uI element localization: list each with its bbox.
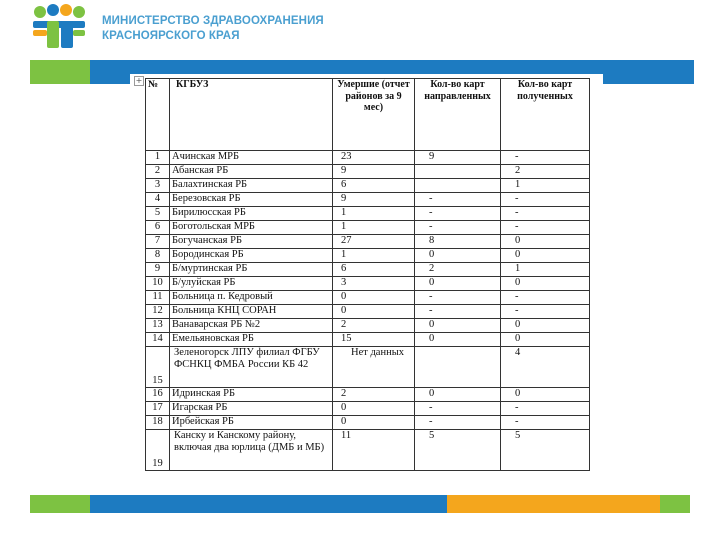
header-band-green: [30, 60, 90, 84]
sent-cell: 9: [415, 151, 501, 165]
name-cell: Ирбейская РБ: [170, 416, 333, 430]
received-cell: -: [501, 207, 590, 221]
table-row: [146, 165, 590, 179]
table-row: [146, 430, 590, 471]
header-received: Кол-во карт полученных: [501, 79, 590, 151]
sent-cell: 0: [415, 388, 501, 402]
died-cell: 15: [333, 333, 415, 347]
table-row: [146, 291, 590, 305]
ministry-title-line1: МИНИСТЕРСТВО ЗДРАВООХРАНЕНИЯ: [102, 15, 324, 27]
received-cell: -: [501, 416, 590, 430]
died-cell: 1: [333, 221, 415, 235]
sent-cell: -: [415, 221, 501, 235]
died-cell: 9: [333, 165, 415, 179]
died-cell: 1: [333, 249, 415, 263]
num-cell: 8: [146, 249, 170, 263]
num-cell: 4: [146, 193, 170, 207]
name-cell: Больница КНЦ СОРАН: [170, 305, 333, 319]
name-cell: Бородинская РБ: [170, 249, 333, 263]
ministry-title-line2: КРАСНОЯРСКОГО КРАЯ: [102, 30, 240, 42]
table-row: [146, 416, 590, 430]
name-cell: Б/муртинская РБ: [170, 263, 333, 277]
received-cell: -: [501, 221, 590, 235]
died-cell: 1: [333, 207, 415, 221]
sent-cell: [415, 165, 501, 179]
sent-cell: -: [415, 305, 501, 319]
died-cell: 6: [333, 179, 415, 193]
name-cell: Канску и Канскому району, включая два юрлица (ДМБ и МБ): [170, 430, 333, 471]
died-cell: 0: [333, 416, 415, 430]
received-cell: 0: [501, 319, 590, 333]
sent-cell: 0: [415, 249, 501, 263]
num-cell: 12: [146, 305, 170, 319]
sent-cell: -: [415, 193, 501, 207]
table-row: [146, 263, 590, 277]
sent-cell: -: [415, 291, 501, 305]
num-cell: 15: [146, 347, 170, 388]
received-cell: -: [501, 151, 590, 165]
num-cell: 19: [146, 430, 170, 471]
name-cell: Ванаварская РБ №2: [170, 319, 333, 333]
died-cell: 0: [333, 291, 415, 305]
sent-cell: 8: [415, 235, 501, 249]
header-name: КГБУЗ: [170, 79, 333, 151]
died-cell: 6: [333, 263, 415, 277]
table-row: [146, 347, 590, 388]
table-row: [146, 221, 590, 235]
table-row: [146, 319, 590, 333]
table-row: [146, 277, 590, 291]
sent-cell: 0: [415, 333, 501, 347]
table-row: [146, 193, 590, 207]
sent-cell: 0: [415, 319, 501, 333]
header-sent: Кол-во карт направленных: [415, 79, 501, 151]
died-cell: 27: [333, 235, 415, 249]
sent-cell: -: [415, 416, 501, 430]
num-cell: 13: [146, 319, 170, 333]
table-row: [146, 151, 590, 165]
name-cell: Емельяновская РБ: [170, 333, 333, 347]
sent-cell: [415, 347, 501, 388]
num-cell: 18: [146, 416, 170, 430]
died-cell: 23: [333, 151, 415, 165]
received-cell: -: [501, 402, 590, 416]
died-cell: 9: [333, 193, 415, 207]
name-cell: Зеленогорск ЛПУ филиал ФГБУ ФСНКЦ ФМБА России КБ 42: [170, 347, 333, 388]
received-cell: 1: [501, 263, 590, 277]
received-cell: 5: [501, 430, 590, 471]
name-cell: Б/улуйская РБ: [170, 277, 333, 291]
received-cell: -: [501, 291, 590, 305]
footer-band-green-right: [660, 495, 690, 513]
received-cell: 0: [501, 249, 590, 263]
received-cell: 0: [501, 388, 590, 402]
table-row: [146, 333, 590, 347]
header-died: Умершие (отчет районов за 9 мес): [333, 79, 415, 151]
name-cell: Идринская РБ: [170, 388, 333, 402]
num-cell: 9: [146, 263, 170, 277]
sent-cell: 0: [415, 277, 501, 291]
num-cell: 7: [146, 235, 170, 249]
table-row: [146, 388, 590, 402]
footer-band-blue: [90, 495, 447, 513]
name-cell: Абанская РБ: [170, 165, 333, 179]
num-cell: 5: [146, 207, 170, 221]
died-cell: 2: [333, 319, 415, 333]
table-row: [146, 235, 590, 249]
name-cell: Ачинская МРБ: [170, 151, 333, 165]
died-cell: 0: [333, 305, 415, 319]
header-num: №: [146, 79, 170, 151]
sent-cell: -: [415, 207, 501, 221]
died-cell: 0: [333, 402, 415, 416]
name-cell: Березовская РБ: [170, 193, 333, 207]
mortality-cards-table: [145, 78, 590, 471]
num-cell: 16: [146, 388, 170, 402]
died-cell: Нет данных: [333, 347, 415, 388]
num-cell: 1: [146, 151, 170, 165]
num-cell: 10: [146, 277, 170, 291]
footer-band-green: [30, 495, 90, 513]
table-row: [146, 179, 590, 193]
table-move-handle-icon[interactable]: +: [135, 76, 143, 85]
sent-cell: 5: [415, 430, 501, 471]
ministry-logo-icon: [30, 4, 88, 50]
name-cell: Больница п. Кедровый: [170, 291, 333, 305]
received-cell: 0: [501, 235, 590, 249]
received-cell: 0: [501, 333, 590, 347]
received-cell: 1: [501, 179, 590, 193]
died-cell: 11: [333, 430, 415, 471]
ministry-title: [102, 14, 324, 44]
received-cell: -: [501, 193, 590, 207]
table-row: [146, 207, 590, 221]
sent-cell: 2: [415, 263, 501, 277]
name-cell: Балахтинская РБ: [170, 179, 333, 193]
footer-band-orange: [447, 495, 660, 513]
table-row: [146, 249, 590, 263]
num-cell: 17: [146, 402, 170, 416]
name-cell: Боготольская МРБ: [170, 221, 333, 235]
sent-cell: -: [415, 402, 501, 416]
died-cell: 3: [333, 277, 415, 291]
received-cell: -: [501, 305, 590, 319]
num-cell: 3: [146, 179, 170, 193]
num-cell: 6: [146, 221, 170, 235]
num-cell: 14: [146, 333, 170, 347]
table-row: [146, 402, 590, 416]
received-cell: 2: [501, 165, 590, 179]
sent-cell: [415, 179, 501, 193]
num-cell: 2: [146, 165, 170, 179]
died-cell: 2: [333, 388, 415, 402]
name-cell: Бирилюсская РБ: [170, 207, 333, 221]
name-cell: Богучанская РБ: [170, 235, 333, 249]
table-row: [146, 305, 590, 319]
num-cell: 11: [146, 291, 170, 305]
received-cell: 0: [501, 277, 590, 291]
name-cell: Игарская РБ: [170, 402, 333, 416]
received-cell: 4: [501, 347, 590, 388]
